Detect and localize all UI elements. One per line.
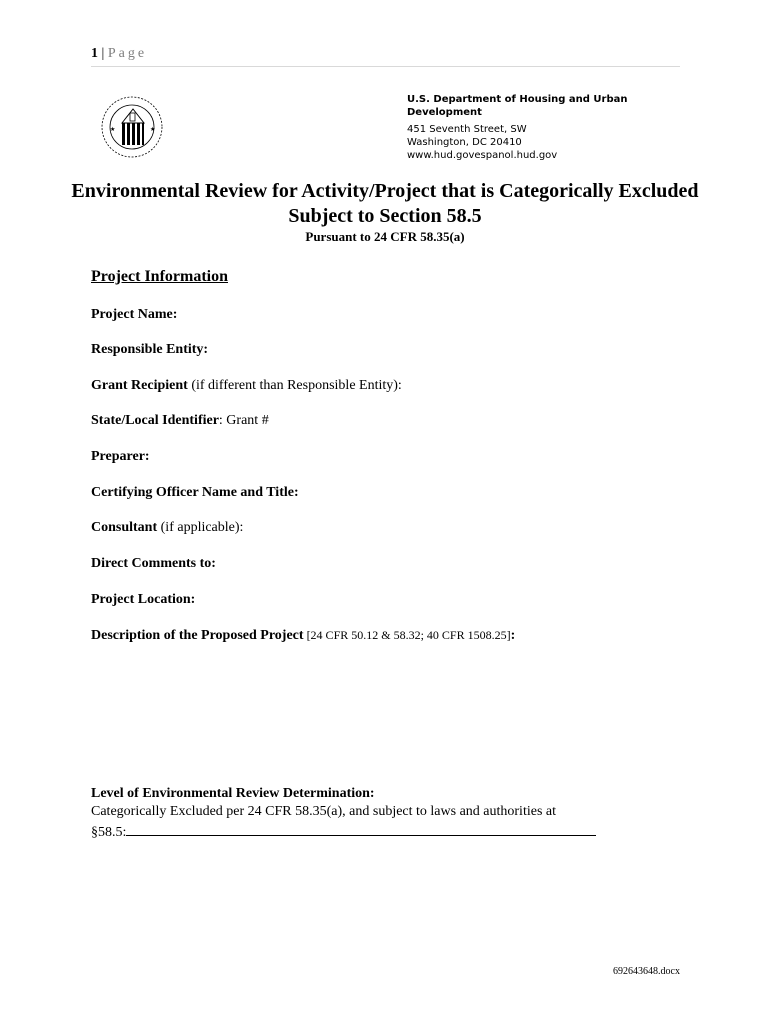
document-title: Environmental Review for Activity/Project that is Categorically Excluded Subject to Section 58.5 (71, 180, 699, 227)
page-separator: | (101, 46, 105, 61)
description-reference: [24 CFR 50.12 & 58.32; 40 CFR 1508.25] (303, 628, 511, 642)
description-label: Description of the Proposed Project (91, 628, 304, 643)
section-heading: Project Information (91, 268, 228, 285)
project-location-field (91, 592, 195, 608)
document-id: 692643648.docx (613, 966, 680, 977)
state-local-field (91, 413, 269, 429)
svg-text:★: ★ (110, 126, 116, 133)
page-word: Page (107, 46, 148, 61)
page-header (91, 46, 680, 67)
address-block (407, 93, 667, 162)
state-local-label: State/Local Identifier (91, 413, 219, 428)
department-name: U.S. Department of Housing and Urban Development (407, 94, 628, 118)
project-name-field (91, 307, 177, 323)
document-subtitle: Pursuant to 24 CFR 58.35(a) (305, 229, 465, 244)
responsible-entity-label: Responsible Entity: (91, 342, 209, 357)
section-58-5-label: §58.5: (91, 825, 127, 840)
website-link[interactable]: www.hud.govespanol.hud.gov (407, 150, 558, 161)
direct-comments-label: Direct Comments to: (91, 556, 216, 571)
consultant-field (91, 520, 243, 536)
consultant-note: (if applicable): (157, 520, 244, 535)
grant-recipient-label: Grant Recipient (91, 378, 188, 393)
project-name-label: Project Name: (91, 307, 178, 322)
street-address: 451 Seventh Street, SW (407, 124, 527, 135)
project-location-label: Project Location: (91, 592, 196, 607)
grant-recipient-field (91, 378, 402, 394)
consultant-label: Consultant (91, 520, 158, 535)
hud-seal-icon (100, 95, 164, 159)
level-of-review-block (91, 785, 651, 842)
responsible-entity-field (91, 342, 208, 358)
page-number: 1 (91, 46, 98, 61)
certifying-officer-label: Certifying Officer Name and Title: (91, 485, 299, 500)
description-colon: : (510, 628, 516, 643)
preparer-label: Preparer: (91, 449, 150, 464)
city-address: Washington, DC 20410 (407, 137, 522, 148)
project-description-field (91, 628, 515, 644)
level-of-review-text: Categorically Excluded per 24 CFR 58.35(a), and subject to laws and authorities at (91, 804, 556, 819)
level-of-review-label: Level of Environmental Review Determination: (91, 786, 375, 801)
direct-comments-field (91, 556, 216, 572)
preparer-field (91, 449, 150, 465)
section-58-5-blank-line[interactable] (126, 821, 596, 836)
svg-text:★: ★ (150, 126, 156, 133)
state-local-note: : Grant # (218, 413, 269, 428)
grant-recipient-note: (if different than Responsible Entity): (187, 378, 402, 393)
certifying-officer-field (91, 485, 299, 501)
